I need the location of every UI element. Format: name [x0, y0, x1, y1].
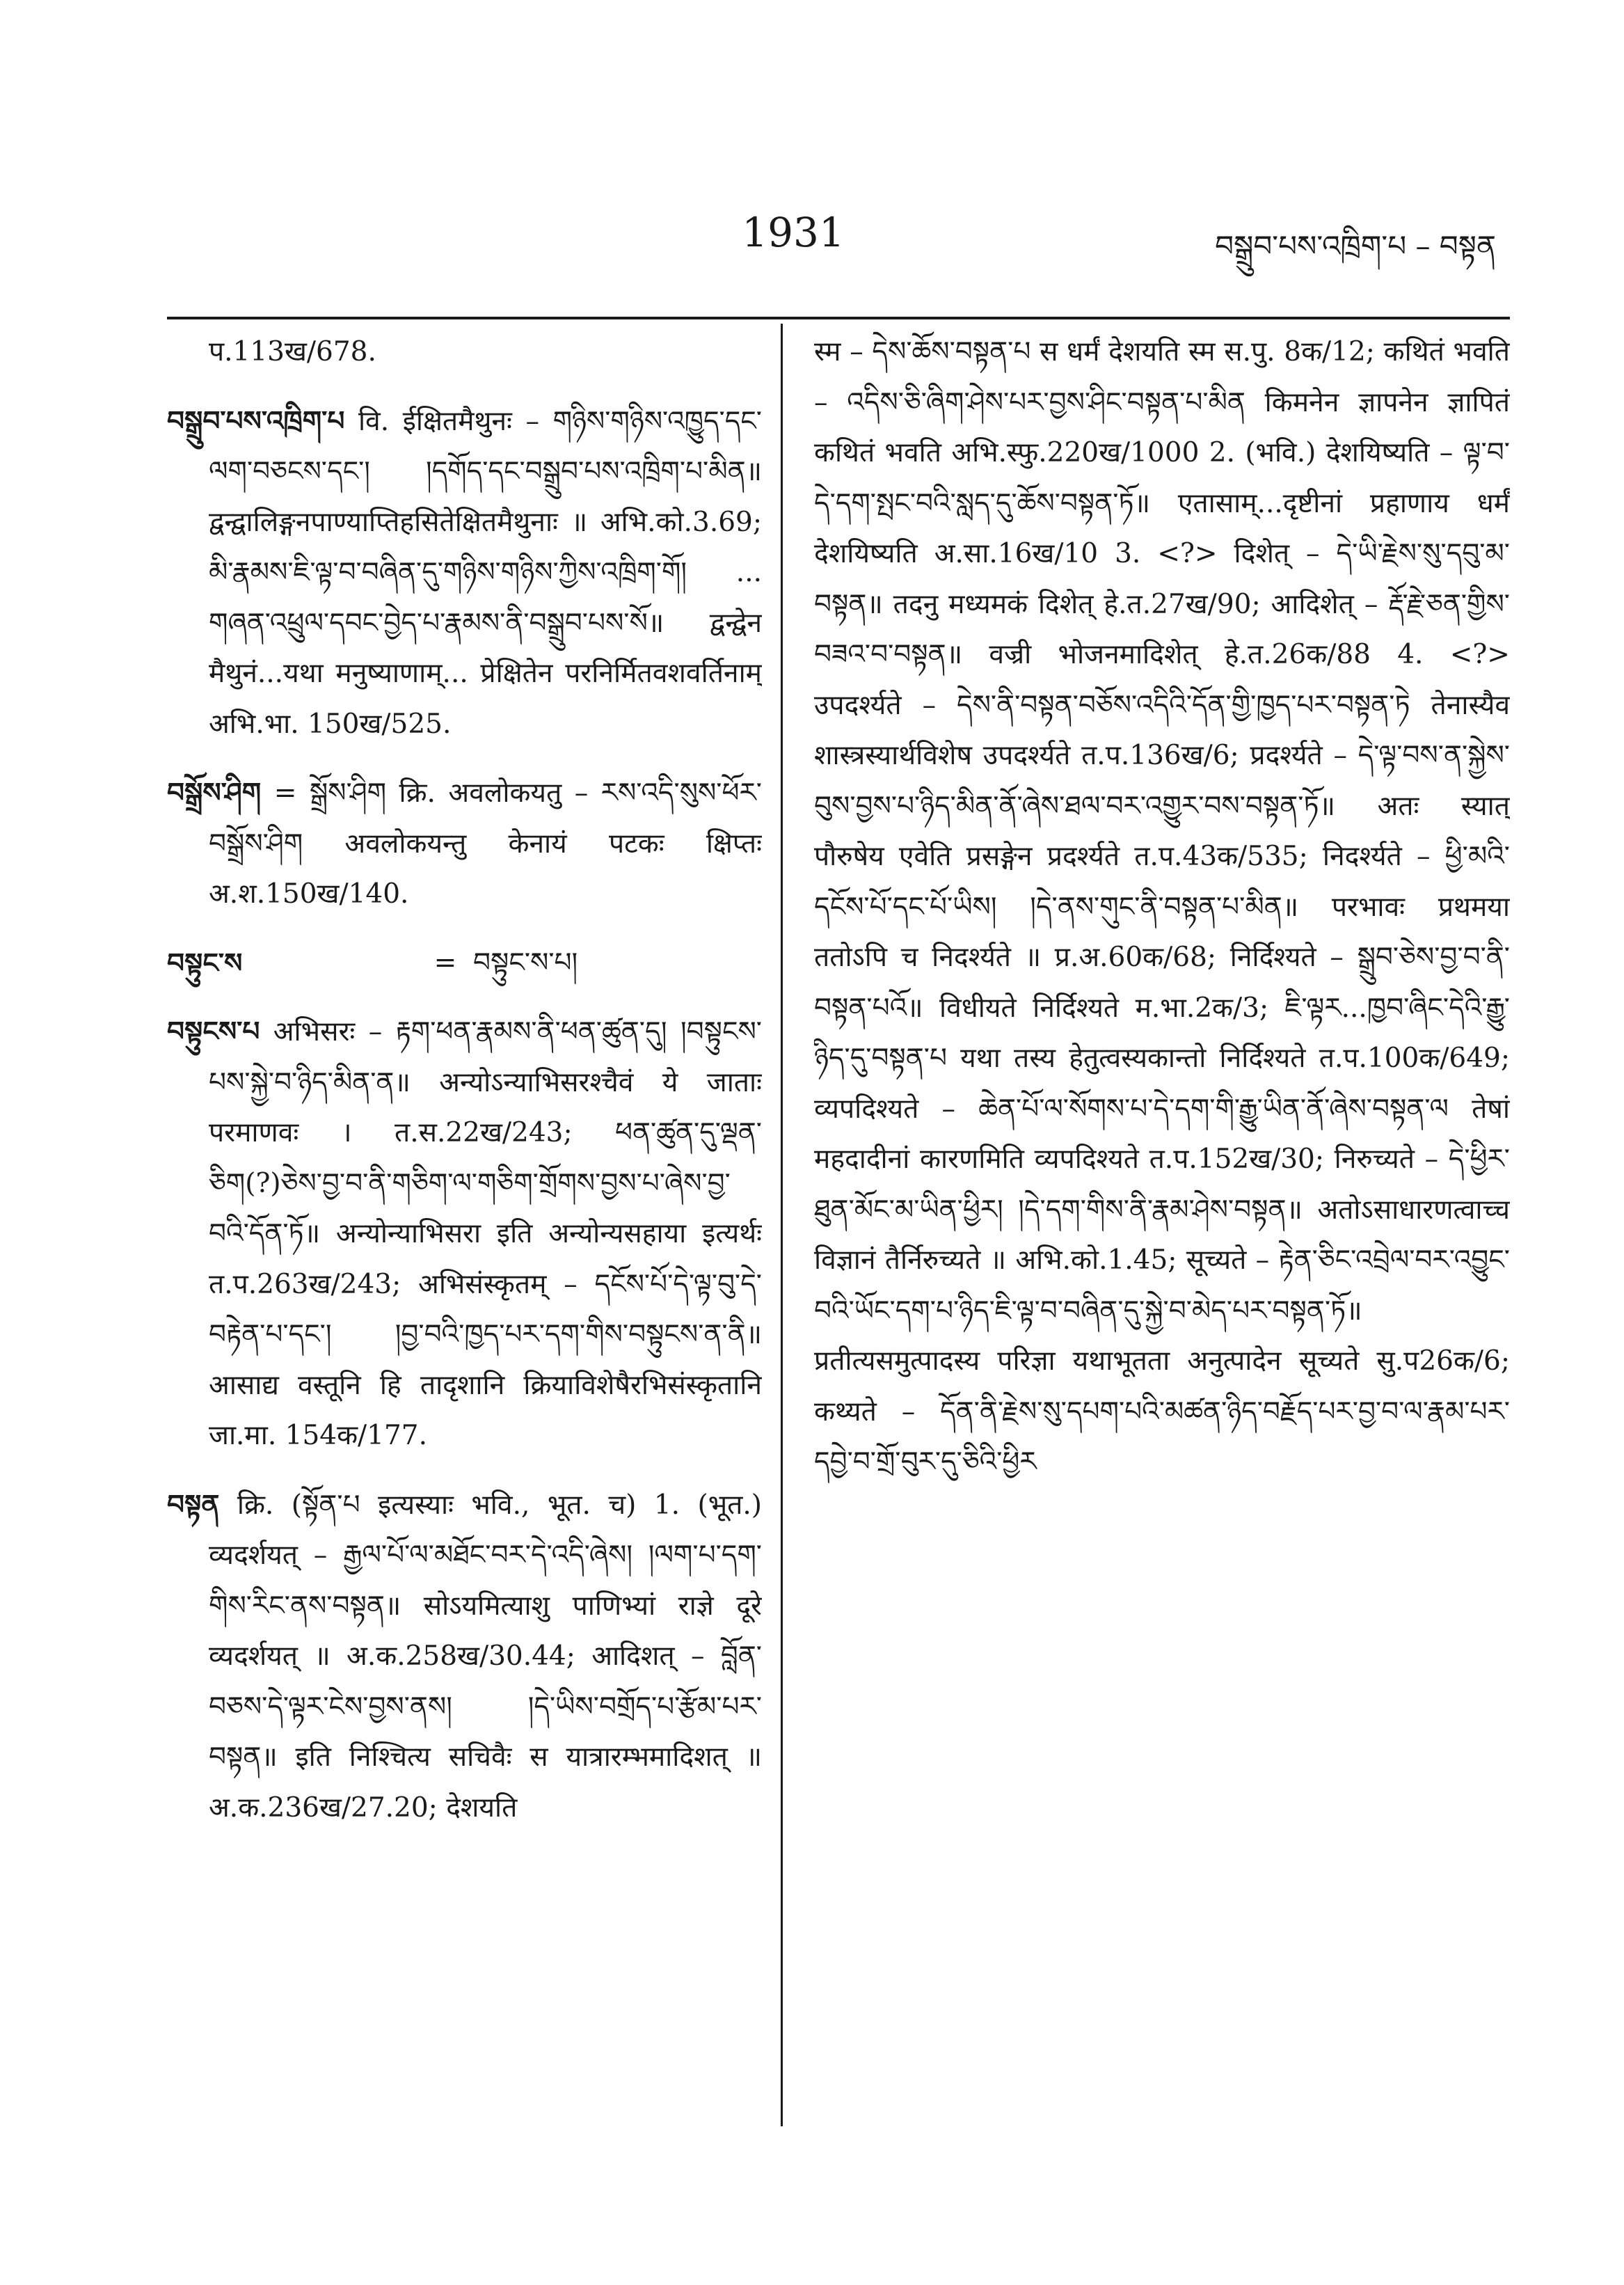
equals-sign: = — [433, 947, 457, 979]
dictionary-entry — [167, 396, 762, 750]
dictionary-entry — [167, 1480, 762, 1834]
entry-headword: བསྒྲུབ་པས་འཁྲིག་པ — [167, 404, 345, 437]
entry-body: अभिसरः – རྟག་ཕན་རྣམས་ནི་ཕན་ཚུན་དུ། །བསྟུངས་པས་སྐྱེ་བ་ཉིད་མིན་ན॥ अन्योऽन्याभिसरश्चैवं ये जाताः परमाणवः । त.स.22ख/243; ཕན་ཚུན་དུ་ལྡན་ཅིག(?)ཅེས་བྱ་བ་ནི་གཅིག་ལ་གཅིག་གྲོགས་བྱས་པ་ཞེས་བྱ་བའི་དོན་ཏོ॥ अन्योन्याभिसरा इति अन्योन्यसहाया इत्यर्थः त.प.263ख/243; अभिसंस्कृतम् – དངོས་པོ་དེ་ལྟ་བུ་དེ་བརྟེན་པ་དང་། །བྱ་བའི་ཁྱད་པར་དག་གིས་བསྟུངས་ན་ནི॥ आसाद्य वस्तूनि हि तादृशानि क्रियाविशेषैरभिसंस्कृतानि जा.मा. 154क/177. — [209, 1016, 762, 1451]
dictionary-entry — [167, 1006, 762, 1462]
column-divider — [781, 324, 783, 2126]
cross-reference-target: བསྟུང་ས་པ། — [473, 947, 578, 979]
entry-body: क्रि. (སྟོན་པ इत्यस्याः भवि., भूत. च) 1. (भूत.) व्यदर्शयत् – རྒྱལ་པོ་ལ་མཐོང་བར་དེ་འདི་ཞེས། །ལག་པ་དག་གིས་རིང་ནས་བསྟན॥ सोऽयमित्याशु पाणिभ्यां राज्ञे दूरे व्यदर्शयत् ॥ अ.क.258ख/30.44; आदिशत् – བློན་བཅས་དེ་ལྟར་ངེས་བྱས་ནས། །དེ་ཡིས་བགྲོད་པ་རྩོམ་པར་བསྟན॥ इति निश्चित्य सचिवैः स यात्रारम्भमादिशत् ॥ अ.क.236ख/27.20; देशयति — [209, 1489, 762, 1824]
page-number: 1931 — [742, 209, 845, 256]
entry-continuation: स्म – དེས་ཆོས་བསྟན་པ स धर्मं देशयति स्म स.पु. 8क/12; कथितं भवति – འདིས་ཅི་ཞིག་ཤེས་པར་བྱས་ཤིང་བསྟན་པ་མིན किमनेन ज्ञापनेन ज्ञापितं कथितं भवति अभि.स्फु.220ख/1000 2. (भवि.) देशयिष्यति – ལྟ་བ་དེ་དག་སྤང་བའི་སླད་དུ་ཆོས་བསྟན་ཏོ॥ एतासाम्...दृष्टीनां प्रहाणाय धर्मं देशयिष्यति अ.सा.16ख/10 3. <?> दिशेत् – དེ་ཡི་རྗེས་སུ་དབུ་མ་བསྟན॥ तदनु मध्यमकं दिशेत् हे.त.27ख/90; आदिशेत् – རྡོ་རྗེ་ཅན་གྱིས་བཟའ་བ་བསྟན॥ वज्री भोजनमादिशेत् हे.त.26क/88 4. <?> उपदर्श्यते – དེས་ནི་བསྟན་བཅོས་འདིའི་དོན་གྱི་ཁྱད་པར་བསྟན་ཏེ तेनास्यैव शास्त्रस्यार्थविशेष उपदर्श्यते त.प.136ख/6; प्रदर्श्यते – དེ་ལྟ་བས་ན་སྐྱེས་བུས་བྱས་པ་ཉིད་མིན་ནོ་ཞེས་ཐལ་བར་འགྱུར་བས་བསྟན་ཏོ॥ अतः स्यात् पौरुषेय एवेति प्रसङ्गेन प्रदर्श्यते त.प.43क/535; निदर्श्यते – ཕྱི་མའི་དངོས་པོ་དང་པོ་ཡིས། །དེ་ནས་གུང་ནི་བསྟན་པ་མིན॥ परभावः प्रथमया ततोऽपि च निदर्श्यते ॥ प्र.अ.60क/68; निर्दिश्यते – སྒྲུབ་ཅེས་བྱ་བ་ནི་བསྟན་པའོ॥ विधीयते निर्दिश्यते म.भा.2क/3; ཇི་ལྟར...ཁྱབ་ཞིང་དེའི་རྒྱུ་ཉིད་དུ་བསྟན་པ यथा तस्य हेतुत्वस्यकान्तो निर्दिश्यते त.प.100क/649; व्यपदिश्यते – ཆེན་པོ་ལ་སོགས་པ་དེ་དག་གི་རྒྱུ་ཡིན་ནོ་ཞེས་བསྟན་ལ तेषां महदादीनां कारणमिति व्यपदिश्यते त.प.152ख/30; निरुच्यते – དེ་ཕྱིར་ཐུན་མོང་མ་ཡིན་ཕྱིར། །དེ་དག་གིས་ནི་རྣམ་ཤེས་བསྟན॥ अतोऽसाधारणत्वाच्च विज्ञानं तैर्निरुच्यते ॥ अभि.को.1.45; सूच्यते – རྟེན་ཅིང་འབྲེལ་བར་འབྱུང་བའི་ཡོང་དག་པ་ཉིད་ཇི་ལྟ་བ་བཞིན་དུ་སྐྱེ་བ་མེད་པར་བསྟན་ཏོ॥ प्रतीत्यसमुत्पादस्य परिज्ञा यथाभूतता अनुत्पादेन सूच्यते सु.प26क/6; कथ्यते – དོན་ནི་རྗེས་སུ་དཔག་པའི་མཚན་ཉིད་བརྗོད་པར་བྱ་བ་ལ་རྣམ་པར་དབྱེ་བ་གྲོ་བུར་དུ་ཅིའི་ཕྱིར — [814, 336, 1510, 1478]
entry-continuation: प.113ख/678. — [209, 336, 376, 367]
dictionary-entry — [167, 768, 762, 920]
entry-body: = སྒྲོས་ཤིག क्रि. अवलोकयतु – རས་འདི་སུས་ཕོར་བསྒྲོས་ཤིག अवलोकयन्तु केनायं पटकः क्षिप्तः अ.श.150ख/140. — [209, 777, 762, 910]
entry-headword: བསྟན — [167, 1488, 220, 1521]
header-rule — [167, 317, 1510, 319]
running-head: བསྒྲུབ་པས་འཁྲིག་པ – བསྟན — [1215, 229, 1496, 263]
right-column — [814, 327, 1510, 2165]
entry-body: वि. ईक्षितमैथुनः – གཉིས་གཉིས་འཁྱུད་དང་ལག་བཅངས་དང་། །དགོད་དང་བསྒྲུབ་པས་འཁྲིག་པ་མིན॥ द्वन्द्वालिङ्गनपाण्याप्तिहसितेक्षितमैथुनाः ॥ अभि.को.3.69; མི་རྣམས་ཇི་ལྟ་བ་བཞིན་དུ་གཉིས་གཉིས་ཀྱིས་འཁྲིག་གོ། ... གཞན་འཕྲུལ་དབང་བྱེད་པ་རྣམས་ནི་བསྒྲུབ་པས་སོ॥ द्वन्द्वेन मैथुनं...यथा मनुष्याणाम्... प्रेक्षितेन परनिर्मितवशवर्तिनाम् अभि.भा. 150ख/525. — [209, 405, 762, 740]
entry-headword: བསྒྲོས་ཤིག — [167, 777, 262, 809]
entry-headword: བསྟུངས་པ — [167, 1015, 260, 1047]
entry-headword: བསྟུང་ས — [167, 947, 243, 979]
cross-reference-entry — [167, 938, 762, 989]
left-column — [167, 327, 762, 2165]
